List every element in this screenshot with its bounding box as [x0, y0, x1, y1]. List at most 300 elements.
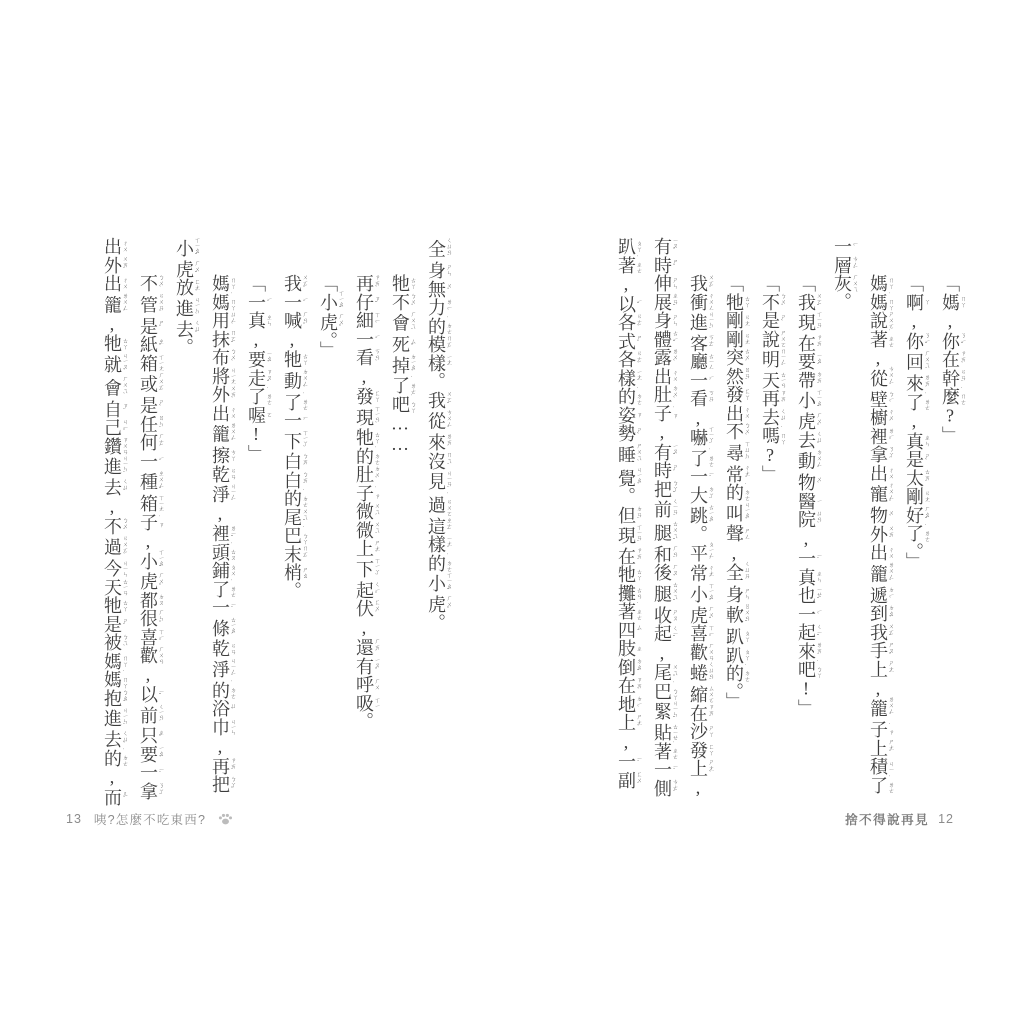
ruby-char: 一 ㄧˊ [282, 411, 307, 430]
ruby-char: 喔 ㄛ [246, 405, 271, 424]
ruby-char: 種 ㄓㄨㄥˇ [138, 470, 163, 494]
punctuation: 」 [760, 465, 780, 484]
punctuation: 「 [796, 274, 816, 293]
ruby-char: 小 ㄒㄧㄠˇ [318, 290, 343, 314]
ruby-char: 緊 ㄐㄧㄣˇ [652, 700, 677, 724]
ruby-char: 無 ㄨˊ [426, 279, 451, 298]
ruby-char: 起 ㄑㄧˇ [652, 624, 677, 643]
ruby-char: 有 ㄧㄡˇ [652, 442, 677, 461]
left-page-footer [66, 810, 233, 828]
text-column [346, 237, 382, 823]
ruby-char: 一 ㄧˋ [246, 292, 271, 311]
book-title: 捨不得說再見 [845, 813, 930, 827]
ruby-char: 去 ㄑㄩˋ [102, 730, 127, 749]
ruby-char: 籠 ㄌㄨㄥˊ [868, 696, 893, 720]
ruby-char: 發 ㄈㄚ [688, 740, 713, 760]
punctuation: ! [796, 678, 816, 700]
punctuation: , [652, 642, 672, 664]
ruby-char: 死 ㄙˇ [390, 335, 415, 354]
ruby-char: 起 ㄑㄧˇ [354, 580, 379, 600]
ruby-char: 剛 ㄍㄤ [904, 487, 929, 506]
punctuation: , [210, 736, 230, 757]
ruby-char: 灰 ㄏㄨㄟ [832, 274, 857, 293]
ruby-char: 醫 ㄧ [796, 491, 821, 511]
ruby-char: 有 ㄧㄡˇ [354, 656, 379, 676]
ruby-char: 有 ㄧㄡˇ [652, 237, 677, 256]
ruby-char: 媽 ˙ㄇㄚ [868, 292, 893, 311]
ruby-char: 梢 ㄕㄠ [282, 563, 307, 582]
ruby-char: 從 ㄘㄨㄥˊ [868, 365, 893, 390]
ruby-char: 嗎 ˙ㄇㄚ [760, 426, 785, 445]
page-number-left: 13 [66, 812, 82, 826]
punctuation: , [102, 313, 122, 335]
ruby-char: 著 ˙ㄓㄜ [616, 602, 641, 621]
punctuation: 。 [616, 487, 636, 506]
ruby-char: 客 ㄎㄜˋ [688, 333, 713, 353]
ruby-char: 露 ㄌㄨˋ [652, 348, 677, 367]
ruby-char: 了 ˙ㄌㄜ [282, 392, 307, 411]
text-column [166, 237, 202, 823]
ruby-char: 動 ㄉㄨㄥˋ [796, 449, 821, 474]
ruby-char: 麼 ˙ㄇㄜ [940, 387, 965, 406]
ruby-char: 帶 ㄉㄞˋ [796, 370, 821, 390]
ruby-char: 的 ˙ㄉㄜ [102, 748, 127, 768]
ruby-char: 一 ㄧˋ [138, 451, 163, 470]
ruby-char: 浴 ㄩˋ [210, 699, 235, 718]
ruby-char: 在 ㄗㄞˋ [688, 703, 713, 723]
punctuation: 」 [318, 341, 338, 360]
ruby-char: 喊 ㄏㄢˇ [282, 311, 307, 330]
ruby-char: 而 ㄦˊ [102, 787, 127, 807]
ruby-char: 物 ㄨˋ [796, 473, 821, 492]
ruby-char: 縮 ㄙㄨㄛ [688, 685, 713, 704]
text-column [202, 237, 238, 823]
punctuation: 。 [174, 338, 194, 357]
ruby-char: 籠 ㄌㄨㄥˊ [868, 561, 893, 586]
ruby-char: 去 ㄑㄩˋ [796, 430, 821, 450]
ruby-char: 真 ㄓㄣ [246, 311, 271, 330]
ruby-char: 和 ㄏㄢˋ [652, 544, 677, 564]
ruby-char: 大 ㄉㄚˋ [688, 485, 713, 505]
ruby-char: 外 ㄨㄞˋ [102, 255, 127, 274]
ruby-char: 出 ㄔㄨ [868, 463, 893, 483]
ruby-char: 了 ˙ㄌㄜ [688, 448, 713, 468]
ruby-char: 喜 ㄒㄧˇ [688, 624, 713, 643]
ruby-char: 了 ˙ㄌㄜ [390, 376, 415, 395]
ruby-char: 好 ㄏㄠˇ [904, 505, 929, 524]
ruby-char: 模 ㄇㄛˊ [426, 335, 451, 354]
text-column [788, 237, 824, 823]
punctuation: 。 [426, 613, 446, 633]
ruby-char: 在 ㄗㄞˋ [616, 546, 641, 566]
ruby-char: 上 ㄕㄤˋ [616, 713, 641, 732]
ruby-char: 虎 ㄏㄨˇ [174, 259, 199, 279]
ruby-char: 前 ㄑㄧㄢˊ [138, 703, 163, 727]
ruby-char: 身 ㄕㄣ [426, 261, 451, 280]
ruby-char: 很 ㄏㄣˇ [138, 609, 163, 628]
ruby-char: 聲 ㄕㄥ [724, 524, 749, 543]
ruby-char: 積 ㄐㄧ [868, 757, 893, 776]
ruby-char: 不 ㄅㄨˊ [102, 516, 127, 536]
ruby-char: 還 ㄏㄞˊ [354, 638, 379, 657]
ruby-char: 吧 ˙ㄅㄚ [796, 660, 821, 679]
ruby-char: 吸 ㄒㄧ [354, 693, 379, 713]
ruby-char: 發 ㄈㄚ [724, 385, 749, 404]
ruby-char: 管 ㄍㄨㄢˇ [138, 292, 163, 317]
ruby-char: 鋪 ㄆㄨ [210, 561, 235, 580]
ruby-char: 以 ㄧˇ [138, 685, 163, 704]
punctuation: ? [940, 405, 960, 426]
ruby-char: 常 ㄔㄤˊ [724, 464, 749, 483]
ruby-char: 看 ㄎㄢˋ [688, 389, 713, 408]
punctuation: , [688, 777, 708, 799]
ruby-char: 了 ˙ㄌㄜ [210, 579, 235, 599]
punctuation: , [904, 311, 924, 332]
punctuation: 。 [282, 581, 302, 601]
ruby-char: 要 ㄧㄠˋ [246, 350, 271, 369]
ruby-char: 尾 ㄨㄟˇ [652, 663, 677, 682]
ruby-char: 擦 ㄘㄚ [210, 446, 235, 465]
ruby-char: 來 ㄌㄞˊ [796, 641, 821, 661]
ruby-char: 看 ㄎㄢˋ [354, 348, 379, 367]
ruby-char: 再 ㄗㄞˋ [354, 274, 379, 293]
ruby-char: 這 ㄓㄜˋ [426, 516, 451, 536]
ruby-char: 是 ㄕˋ [138, 316, 163, 335]
left-page-text-block [94, 237, 454, 823]
ruby-char: 幹 ㄍㄢˋ [940, 368, 965, 387]
ruby-char: 的 ˙ㄉㄜ [616, 387, 641, 406]
ruby-char: 媽 ㄇㄚ [210, 274, 235, 293]
ruby-char: 走 ㄗㄡˇ [246, 368, 271, 387]
ruby-char: 或 ㄏㄨㄛˋ [138, 372, 163, 396]
punctuation: , [796, 528, 816, 550]
ruby-char: 小 ㄒㄧㄠˇ [426, 572, 451, 596]
ruby-char: 紙 ㄓˇ [138, 335, 163, 354]
ruby-char: 進 ㄐㄧㄣˋ [174, 296, 199, 320]
ruby-char: 肚 ㄉㄨˋ [354, 465, 379, 484]
ruby-char: 趴 ㄆㄚ [724, 627, 749, 646]
ruby-char: 乾 ㄍㄢ [210, 464, 235, 483]
ruby-char: 就 ㄐㄧㄡˋ [102, 352, 127, 376]
text-column [716, 237, 752, 823]
ruby-char: 著 ˙ㄓㄜ [868, 329, 893, 348]
ruby-char: 突 ㄊㄨˊ [724, 348, 749, 367]
ruby-char: 的 ˙ㄉㄜ [210, 680, 235, 700]
ruby-char: 小 ㄒㄧㄠˇ [174, 237, 199, 260]
ruby-char: 過 ㄍㄨㄛˋ [102, 535, 127, 560]
ruby-char: 呼 ㄏㄨ [354, 675, 379, 694]
ruby-char: 一 ㄧˋ [138, 763, 163, 782]
ruby-char: 平 ㄆㄧㄥˊ [688, 541, 713, 565]
ruby-char: 各 ㄍㄜˋ [616, 313, 641, 332]
ruby-char: 時 ㄕˊ [652, 461, 677, 480]
ruby-char: 虎 ㄏㄨˇ [426, 595, 451, 614]
text-column [608, 237, 644, 823]
ruby-char: 樣 ㄧㄤˋ [616, 368, 641, 387]
ruby-char: 進 ㄐㄧㄣˋ [102, 707, 127, 731]
punctuation: 」 [796, 699, 816, 718]
ruby-char: 不 ㄅㄨˋ [724, 422, 749, 441]
ruby-char: 身 ㄕㄣ [724, 584, 749, 604]
ruby-char: 了 ˙ㄌㄜ [904, 524, 929, 543]
punctuation: ! [246, 424, 266, 445]
ruby-char: 下 ㄒㄧㄚˋ [282, 429, 307, 453]
ruby-char: 側 ㄘㄜˋ [652, 778, 677, 798]
punctuation: , [102, 767, 122, 788]
ruby-char: 覺 ㄐㄧㄠˋ [616, 466, 641, 490]
ruby-char: 媽 ㄇㄚ [868, 274, 893, 293]
ruby-char: 出 ㄔㄨ [868, 543, 893, 562]
punctuation: , [138, 664, 158, 686]
ruby-char: 牠 ㄊㄚ [102, 334, 127, 353]
text-column [94, 237, 130, 823]
ruby-char: 啊 ㄚ [904, 292, 929, 311]
ruby-char: 巾 ㄐㄧㄣ [210, 717, 235, 737]
ruby-char: 裡 ㄌㄧˇ [210, 524, 235, 543]
ruby-char: 是 ㄕˋ [760, 311, 785, 330]
ruby-char: 鑽 ㄗㄨㄢ [102, 436, 127, 456]
ruby-char: 貼 ㄊㄧㄝ [652, 723, 677, 742]
ruby-char: 籠 ㄌㄨㄥˊ [102, 292, 127, 317]
ruby-char: 抹 ㄇㄛˇ [210, 329, 235, 348]
punctuation: 」 [940, 426, 960, 445]
ruby-char: 常 ㄔㄤˊ [688, 564, 713, 583]
ruby-char: 來 ㄌㄞˊ [426, 433, 451, 452]
ruby-char: 一 ㄧˋ [210, 598, 235, 617]
punctuation: , [354, 366, 374, 387]
ruby-char: 廳 ㄊㄧㄥ [688, 352, 713, 371]
ruby-char: 肚 ㄉㄨˋ [652, 385, 677, 404]
text-column [824, 237, 860, 823]
ruby-char: 虎 ㄏㄨˇ [796, 412, 821, 431]
ruby-char: 現 ㄒㄧㄢˋ [616, 524, 641, 547]
ruby-char: 一 ㄧˋ [282, 292, 307, 311]
ruby-char: 一 ㄧˊ [688, 467, 713, 486]
ruby-char: 乾 ㄍㄢ [210, 639, 235, 658]
ruby-char: 地 ㄉㄧˋ [616, 694, 641, 714]
ruby-char: 叫 ㄐㄧㄠˋ [724, 501, 749, 525]
ruby-char: 各 ㄍㄜˋ [616, 350, 641, 369]
ruby-char: 伸 ㄕㄣ [652, 274, 677, 293]
punctuation: , [652, 422, 672, 443]
ruby-char: 現 ㄒㄧㄢˋ [796, 311, 821, 334]
punctuation: … [390, 413, 410, 434]
ruby-char: 小 ㄒㄧㄠˇ [688, 582, 713, 606]
ruby-char: 回 ㄏㄨㄟˊ [904, 350, 929, 374]
ruby-char: 牠 ㄊㄚ [354, 428, 379, 447]
ruby-char: 出 ㄔㄨ [102, 237, 127, 256]
ruby-char: 再 ㄗㄞˋ [210, 756, 235, 776]
ruby-char: 一 ㄧˋ [796, 604, 821, 624]
ruby-char: 睡 ㄕㄨㄟˋ [616, 442, 641, 467]
ruby-char: 跳 ㄊㄧㄠˋ [688, 504, 713, 528]
ruby-char: 出 ㄔㄨ [210, 403, 235, 422]
right-page-footer [845, 810, 954, 828]
ruby-char: 牠 ㄊㄚ [282, 350, 307, 369]
ruby-char: 從 ㄘㄨㄥˊ [426, 409, 451, 433]
ruby-char: 末 ㄇㄛˋ [282, 544, 307, 564]
ruby-char: 但 ㄉㄢˋ [616, 505, 641, 525]
ruby-char: 喜 ㄒㄧˇ [138, 627, 163, 647]
ruby-char: 只 ㄓˇ [138, 726, 163, 745]
ruby-char: 動 ㄉㄨㄥˋ [282, 368, 307, 393]
punctuation: 「 [724, 274, 744, 293]
ruby-char: 淨 ㄐㄧㄥˋ [210, 483, 235, 506]
ruby-char: 己 ㄐㄧˇ [102, 418, 127, 437]
ruby-char: 歡 ㄏㄨㄢ [138, 646, 163, 665]
ruby-char: 一 ㄧˊ [354, 329, 379, 348]
punctuation: 」 [246, 444, 266, 463]
ruby-char: 勢 ㄕˋ [616, 424, 641, 443]
ruby-char: 來 ㄌㄞˊ [904, 374, 929, 393]
ruby-char: 上 ㄕㄤˋ [354, 539, 379, 558]
ruby-char: 上 ㄕㄤˋ [868, 659, 893, 679]
ruby-char: 虎 ㄏㄨˇ [688, 605, 713, 625]
text-column [860, 237, 896, 823]
ruby-char: 用 ㄩㄥˋ [210, 311, 235, 330]
ruby-char: 媽 ㄇㄚ [102, 651, 127, 671]
ruby-char: 拿 ㄋㄚˊ [868, 445, 893, 464]
ruby-char: 白 ㄅㄞˊ [282, 452, 307, 471]
ruby-char: 也 ㄧㄝˇ [796, 586, 821, 605]
ruby-char: 明 ㄇㄧㄥˊ [760, 348, 785, 371]
ruby-char: 後 ㄏㄡˋ [652, 563, 677, 582]
ruby-char: 身 ㄕㄣ [652, 311, 677, 330]
punctuation: , [868, 348, 888, 369]
page-number-right: 12 [938, 812, 954, 826]
ruby-char: 腿 ㄊㄨㄟˇ [652, 520, 677, 545]
ruby-char: 要 ㄧㄠˋ [138, 744, 163, 764]
text-column [382, 237, 418, 823]
ruby-char: 我 ㄨㄛˇ [868, 622, 893, 642]
ruby-char: 出 ㄔㄨ [102, 274, 127, 293]
ruby-char: 力 ㄌㄧˋ [426, 298, 451, 317]
ruby-char: 說 ㄕㄨㄛ [760, 329, 785, 348]
punctuation: , [354, 617, 374, 639]
ruby-char: 下 ㄒㄧㄚˋ [354, 557, 379, 581]
ruby-char: 真 ㄓㄣ [796, 567, 821, 587]
ruby-char: 子 ˙ㄗ [354, 483, 379, 503]
punctuation: 。 [354, 712, 374, 731]
ruby-char: 巴 ˙ㄅㄚ [282, 526, 307, 545]
text-column [310, 237, 346, 823]
ruby-char: 會 ㄏㄨㄟˋ [102, 375, 127, 400]
ruby-char: 進 ㄐㄧㄣˋ [102, 455, 127, 478]
ruby-char: 吧 ˙ㄅㄚ [390, 394, 415, 414]
ruby-char: 到 ㄉㄠˋ [868, 604, 893, 623]
ruby-char: 樣 ㄧㄤˋ [426, 535, 451, 554]
ruby-char: 樣 ㄧㄤˋ [426, 353, 451, 372]
punctuation: ? [760, 444, 780, 466]
ruby-char: 一 ㄧˊ [652, 760, 677, 779]
ruby-char: 虎 ㄏㄨˇ [138, 572, 163, 591]
ruby-char: 媽 ˙ㄇㄚ [102, 670, 127, 689]
ruby-char: 一 ㄧˊ [616, 752, 641, 771]
ruby-char: 展 ㄓㄢˇ [652, 292, 677, 311]
ruby-char: 前 ㄑㄧㄢˊ [652, 498, 677, 521]
ruby-char: 媽 ㄇㄚ [940, 292, 965, 311]
right-page-text-block [608, 237, 968, 823]
ruby-char: 抱 ㄅㄠˋ [102, 688, 127, 708]
punctuation: , [940, 311, 960, 332]
punctuation: 「 [246, 274, 266, 293]
ruby-char: 條 ㄊㄧㄠˊ [210, 616, 235, 640]
ruby-char: 壁 ㄅㄧˋ [868, 389, 893, 409]
ruby-char: 一 ㄧˋ [832, 237, 857, 256]
ruby-char: 體 ㄊㄧˇ [652, 329, 677, 348]
text-column [932, 237, 968, 823]
ruby-char: 仔 ㄗˇ [354, 292, 379, 311]
punctuation: , [102, 496, 122, 517]
ruby-char: 現 ㄒㄧㄢˋ [354, 405, 379, 429]
ruby-char: 小 ㄒㄧㄠˇ [138, 549, 163, 573]
ruby-char: 說 ㄕㄨㄛ [868, 311, 893, 330]
punctuation: 」 [904, 552, 924, 571]
ruby-char: 要 ㄧㄠˋ [796, 352, 821, 371]
punctuation: … [390, 433, 410, 455]
ruby-char: 小 ㄒㄧㄠˇ [796, 389, 821, 413]
ruby-char: 腿 ㄊㄨㄟˇ [652, 581, 677, 606]
ruby-char: 是 ㄕˋ [102, 614, 127, 634]
ruby-char: 太 ㄊㄞˋ [904, 468, 929, 487]
ruby-char: 何 ㄏㄜˊ [138, 433, 163, 452]
ruby-char: 天 ㄊㄧㄢ [760, 370, 785, 390]
punctuation: 」 [724, 692, 744, 711]
ruby-char: 子 ˙ㄗ [138, 512, 163, 531]
ruby-char: 了 ˙ㄌㄜ [246, 387, 271, 406]
ruby-char: 我 ㄨㄛˇ [688, 274, 713, 293]
ruby-char: 自 ㄗˋ [102, 399, 127, 419]
ruby-char: 四 ㄙˋ [616, 620, 641, 640]
punctuation: , [904, 411, 924, 432]
ruby-char: 手 ㄕㄡˇ [868, 641, 893, 660]
ruby-char: 外 ㄨㄞˋ [210, 385, 235, 404]
ruby-char: 去 ㄑㄩˋ [760, 407, 785, 427]
ruby-char: 剛 ㄍㄤ [724, 329, 749, 348]
ruby-char: 全 ㄑㄩㄢˊ [724, 560, 749, 585]
ruby-char: 都 ㄉㄡ [138, 590, 163, 610]
ruby-char: 肢 ㄓ [616, 639, 641, 658]
ruby-char: 時 ㄕˊ [652, 255, 677, 274]
ruby-char: 微 ㄨㄟˊ [354, 520, 379, 540]
ruby-char: 虎 ㄏㄨˇ [318, 313, 343, 332]
ruby-char: 在 ㄗㄞˋ [616, 676, 641, 695]
ruby-char: 不 ㄅㄨˋ [138, 274, 163, 293]
ruby-char: 子 ˙ㄗ [652, 403, 677, 422]
punctuation: 。 [724, 682, 744, 693]
punctuation: 。 [904, 542, 924, 552]
ruby-char: 箱 ㄒㄧㄤ [138, 353, 163, 372]
ruby-char: 頭 ˙ㄊㄡ [210, 542, 235, 562]
ruby-char: 全 ㄑㄩㄢˊ [426, 237, 451, 261]
ruby-char: 子 ˙ㄗ [868, 720, 893, 739]
ruby-char: 我 ㄨㄛˇ [796, 292, 821, 311]
ruby-char: 掉 ㄉㄧㄠˋ [390, 353, 415, 377]
ruby-char: 出 ㄔㄨ [724, 403, 749, 422]
ruby-char: 會 ㄏㄨㄟˋ [390, 311, 415, 335]
ruby-char: 外 ㄨㄞˋ [868, 524, 893, 544]
ruby-char: 寵 ㄔㄨㄥˇ [868, 482, 893, 507]
ruby-char: 剛 ㄍㄤ [724, 311, 749, 330]
ruby-char: 蜷 ㄑㄩㄢˊ [688, 661, 713, 686]
ruby-char: 物 ㄨˋ [868, 506, 893, 525]
ruby-char: 去 ㄑㄩˋ [102, 477, 127, 497]
ruby-char: 櫥 ㄔㄨˊ [868, 408, 893, 427]
ruby-char: 一 ㄧˊ [688, 370, 713, 390]
punctuation: , [616, 274, 636, 295]
ruby-char: 真 ㄓㄣ [904, 431, 929, 450]
ruby-char: 裡 ㄌㄧˇ [868, 426, 893, 446]
